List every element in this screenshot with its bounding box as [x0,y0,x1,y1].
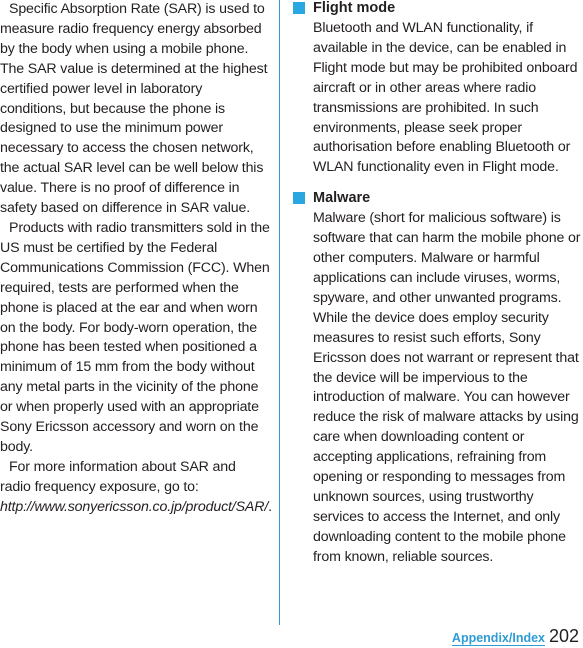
left-column [0,0,270,518]
more-info-end: . [268,498,272,515]
sar-paragraph: Specific Absorption Rate (SAR) is used to measure radio frequency energy absorbed by the body when using a mobile phone. The SAR value is determined at the highest certified power level in laboratory conditions, but because the phone is designed to use the minimum power necessary to access the chosen network, the actual SAR level can be well below this value. There is no proof of difference in safety based on difference in SAR value. [0,1,268,217]
section-heading: Flight mode [313,0,396,16]
more-info-paragraph [0,458,270,518]
right-column [293,0,583,568]
malware-section [293,190,583,567]
appendix-index-link[interactable]: Appendix/Index [451,631,545,645]
more-info-text: For more information about SAR and radio frequency exposure, go to: [0,458,236,495]
page-number: 202 [548,626,579,646]
section-heading: Malware [313,190,371,207]
sar-url-link[interactable]: http://www.sonyericsson.co.jp/product/SAR/ [0,498,269,515]
section-body: Bluetooth and WLAN functionality, if available in the device, can be enabled in Flight mode but may be prohibited onboard aircraft or in other areas where radio transmissions are prohibited. In such environments, please seek proper authorisation before enabling Bluetooth or WLAN functionality even in Flight mode. [313,20,578,176]
section-header [293,0,583,18]
fcc-paragraph: Products with radio transmitters sold in the US must be certified by the Federal Communications Commission (FCC). When required, tests are performed when the phone is placed at the ear and when worn on the body. For body-worn operation, the phone has been tested when positioned a minimum of 15 mm from the body without any metal parts in the vicinity of the phone or when properly used with an appropriate Sony Ericsson accessory and worn on the body. [0,219,270,455]
section-marker-icon [293,2,305,14]
section-header [293,190,583,208]
flight-mode-section [293,0,583,178]
column-divider [279,0,280,625]
section-body: Malware (short for malicious software) is software that can harm the mobile phone or other computers. Malware or harmful applications can include viruses, worms, spyware, and other unwanted programs. While the device does employ security measures to resist such efforts, Sony Ericsson does not warrant or represent that the device will be impervious to the introduction of malware. You can however reduce the risk of malware attacks by using care when downloading content or accepting applications, refraining from opening or responding to messages from unknown sources, using trustworthy services to access the Internet, and only downloading content to the mobile phone from known, reliable sources. [313,210,581,565]
section-marker-icon [293,192,305,204]
